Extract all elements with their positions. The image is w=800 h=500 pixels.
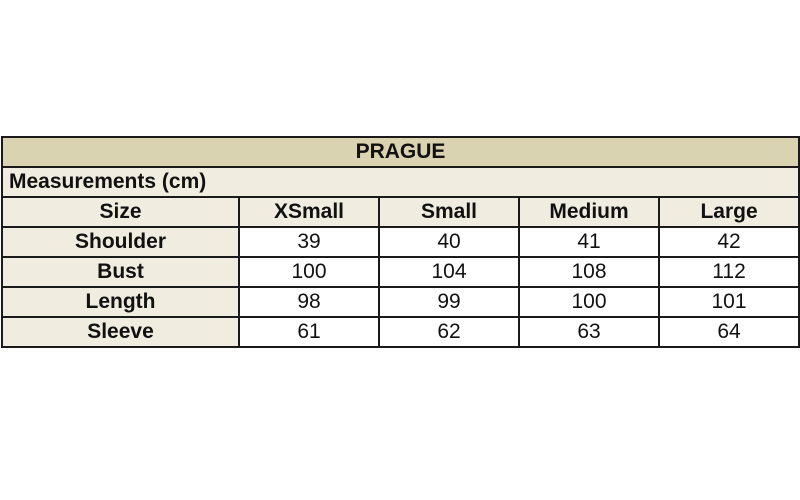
- table-cell: 64: [659, 317, 799, 347]
- column-header-xsmall: XSmall: [239, 197, 379, 227]
- table-title: PRAGUE: [2, 137, 799, 167]
- column-header-large: Large: [659, 197, 799, 227]
- row-label-bust: Bust: [2, 257, 239, 287]
- table-cell: 99: [379, 287, 519, 317]
- header-row: [2, 197, 799, 227]
- table-cell: 100: [519, 287, 659, 317]
- table-cell: 42: [659, 227, 799, 257]
- column-header-medium: Medium: [519, 197, 659, 227]
- table-row-length: [2, 287, 799, 317]
- table-subtitle: Measurements (cm): [2, 167, 799, 197]
- table-cell: 41: [519, 227, 659, 257]
- subtitle-row: [2, 167, 799, 197]
- table-row-sleeve: [2, 317, 799, 347]
- table-cell: 40: [379, 227, 519, 257]
- table-cell: 61: [239, 317, 379, 347]
- row-label-sleeve: Sleeve: [2, 317, 239, 347]
- table-cell: 63: [519, 317, 659, 347]
- table-row-bust: [2, 257, 799, 287]
- table-cell: 39: [239, 227, 379, 257]
- table-cell: 62: [379, 317, 519, 347]
- row-label-length: Length: [2, 287, 239, 317]
- table-cell: 100: [239, 257, 379, 287]
- row-label-shoulder: Shoulder: [2, 227, 239, 257]
- table-row-shoulder: [2, 227, 799, 257]
- table-cell: 104: [379, 257, 519, 287]
- title-row: [2, 137, 799, 167]
- table-cell: 98: [239, 287, 379, 317]
- table-cell: 112: [659, 257, 799, 287]
- table-cell: 108: [519, 257, 659, 287]
- size-header: Size: [2, 197, 239, 227]
- table-cell: 101: [659, 287, 799, 317]
- size-chart-table: [1, 136, 800, 348]
- column-header-small: Small: [379, 197, 519, 227]
